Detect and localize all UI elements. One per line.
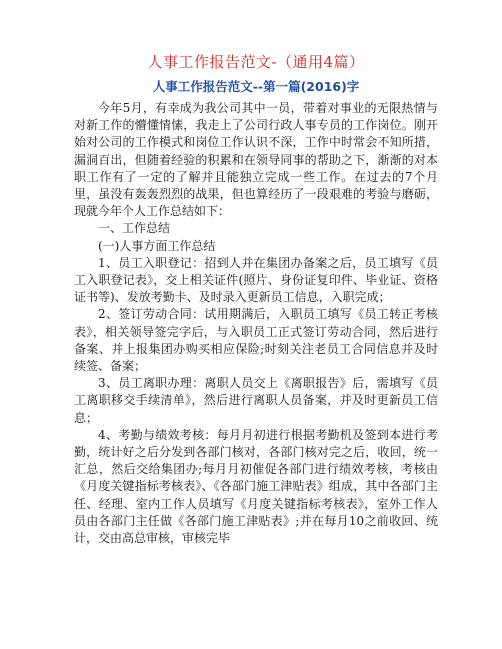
section-heading-work-summary: 一、工作总结	[98, 221, 171, 236]
item-attendance-performance: 4、考勤与绩效考核：每月月初进行根据考勤机及签到本进行考勤，统计好之后分发到各部门核对，各部门核对完之后，收回，统一汇总，然后交给集团办;每月月初催促各部门进行绩效考核，考核由《月度关键指标考核表》、《各部门施工津贴表》组成，其中各部门主任、经理、室内工作人员填写《月度关键指标考核表》，室外工作人员由各部门主任做《各部门施工津贴表》;并在每月10之前收回、统计，交由高总审核，审核完毕	[74, 427, 438, 546]
item-labor-contract: 2、签订劳动合同：试用期满后，入职员工填写《员工转正考核表》，相关领导签完字后，与入职员工正式签订劳动合同，然后进行备案、并上报集团办购买相应保险;时刻关注老员工合同信息并及时续签、备案；	[74, 307, 438, 374]
item-onboarding: 1、员工入职登记：招到人并在集团办备案之后，员工填写《员工入职登记表》，交上相关证件(照片、身份证复印件、毕业证、资格证书等)、发放考勤卡、及时录入更新员工信息，入职完成；	[74, 255, 438, 305]
document-title: 人事工作报告范文-（通用4篇）	[147, 53, 365, 71]
document-subtitle: 人事工作报告范文--第一篇(2016)字	[152, 79, 360, 94]
item-resignation: 3、员工离职办理：离职人员交上《离职报告》后，需填写《员工离职移交手续清单》，然后进行离职人员备案，并及时更新员工信息；	[74, 376, 438, 425]
subsection-heading-personnel: (一)人事方面工作总结	[98, 238, 216, 253]
intro-paragraph: 今年5月，有幸成为我公司其中一员，带着对事业的无限热情与对新工作的懵懂情愫，我走上了公司行政人事专员的工作岗位。刚开始对公司的工作模式和岗位工作认识不深，工作中时常会不知所措，漏洞百出，但随着经验的积累和在领导同事的帮助之下，渐渐的对本职工作有了一定的了解并且能独立完成一些工作。在过去的7个月里，虽没有轰轰烈烈的战果，但也算经历了一段艰难的考验与磨砺，现就今年个人工作总结如下：	[74, 101, 438, 219]
